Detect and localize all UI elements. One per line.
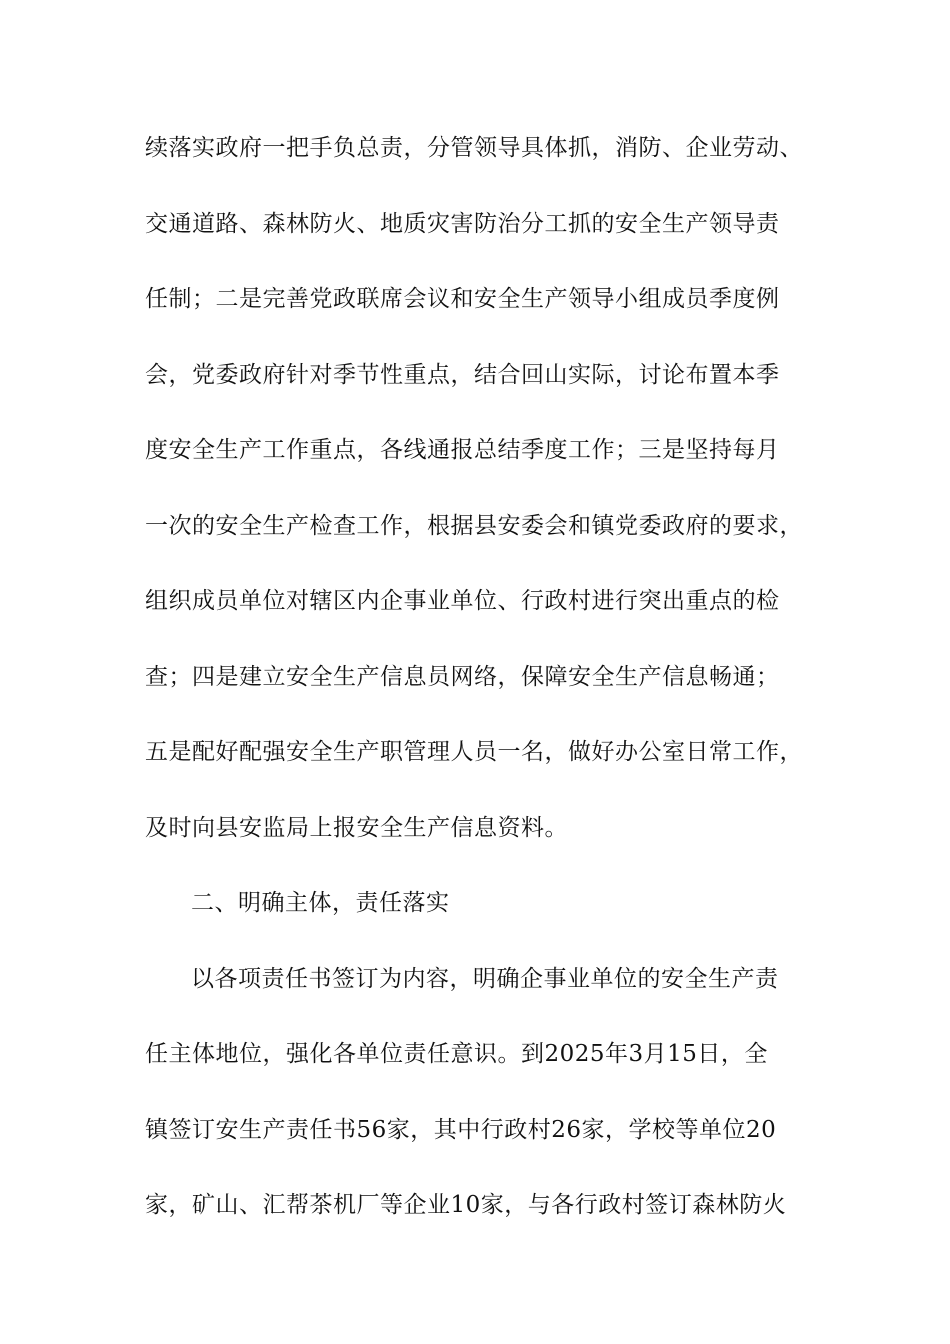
paragraph-line: 查；四是建立安全生产信息员网络，保障安全生产信息畅通； [145, 663, 780, 690]
paragraph-line: 续落实政府一把手负总责，分管领导具体抓，消防、企业劳动、 [145, 135, 803, 161]
document-body [145, 128, 845, 1261]
paragraph-line: 一次的安全生产检查工作，根据县安委会和镇党委政府的要求， [145, 512, 803, 539]
paragraph-line: 度安全生产工作重点，各线通报总结季度工作；三是坚持每月 [145, 437, 780, 463]
paragraph-line: 任制；二是完善党政联席会议和安全生产领导小组成员季度例 [145, 286, 780, 312]
paragraph-line: 以各项责任书签订为内容，明确企事业单位的安全生产责 [191, 965, 779, 992]
paragraph-line: 组织成员单位对辖区内企事业单位、行政村进行突出重点的检 [145, 588, 780, 614]
paragraph-line: 镇签订安生产责任书56家，其中行政村26家，学校等单位20 [145, 1116, 777, 1143]
paragraph-line: 交通道路、森林防火、地质灾害防治分工抓的安全生产领导责 [145, 210, 780, 237]
paragraph-line: 五是配好配强安全生产职管理人员一名，做好办公室日常工作， [145, 739, 803, 765]
paragraph-line: 会，党委政府针对季节性重点，结合回山实际，讨论布置本季 [145, 361, 780, 388]
section-heading: 二、明确主体，责任落实 [191, 890, 450, 916]
paragraph-line: 及时向县安监局上报安全生产信息资料。 [145, 814, 568, 841]
paragraph-line: 任主体地位，强化各单位责任意识。到2025年3月15日，全 [145, 1041, 768, 1067]
paragraph-line: 家，矿山、汇帮茶机厂等企业10家，与各行政村签订森林防火 [145, 1192, 787, 1218]
